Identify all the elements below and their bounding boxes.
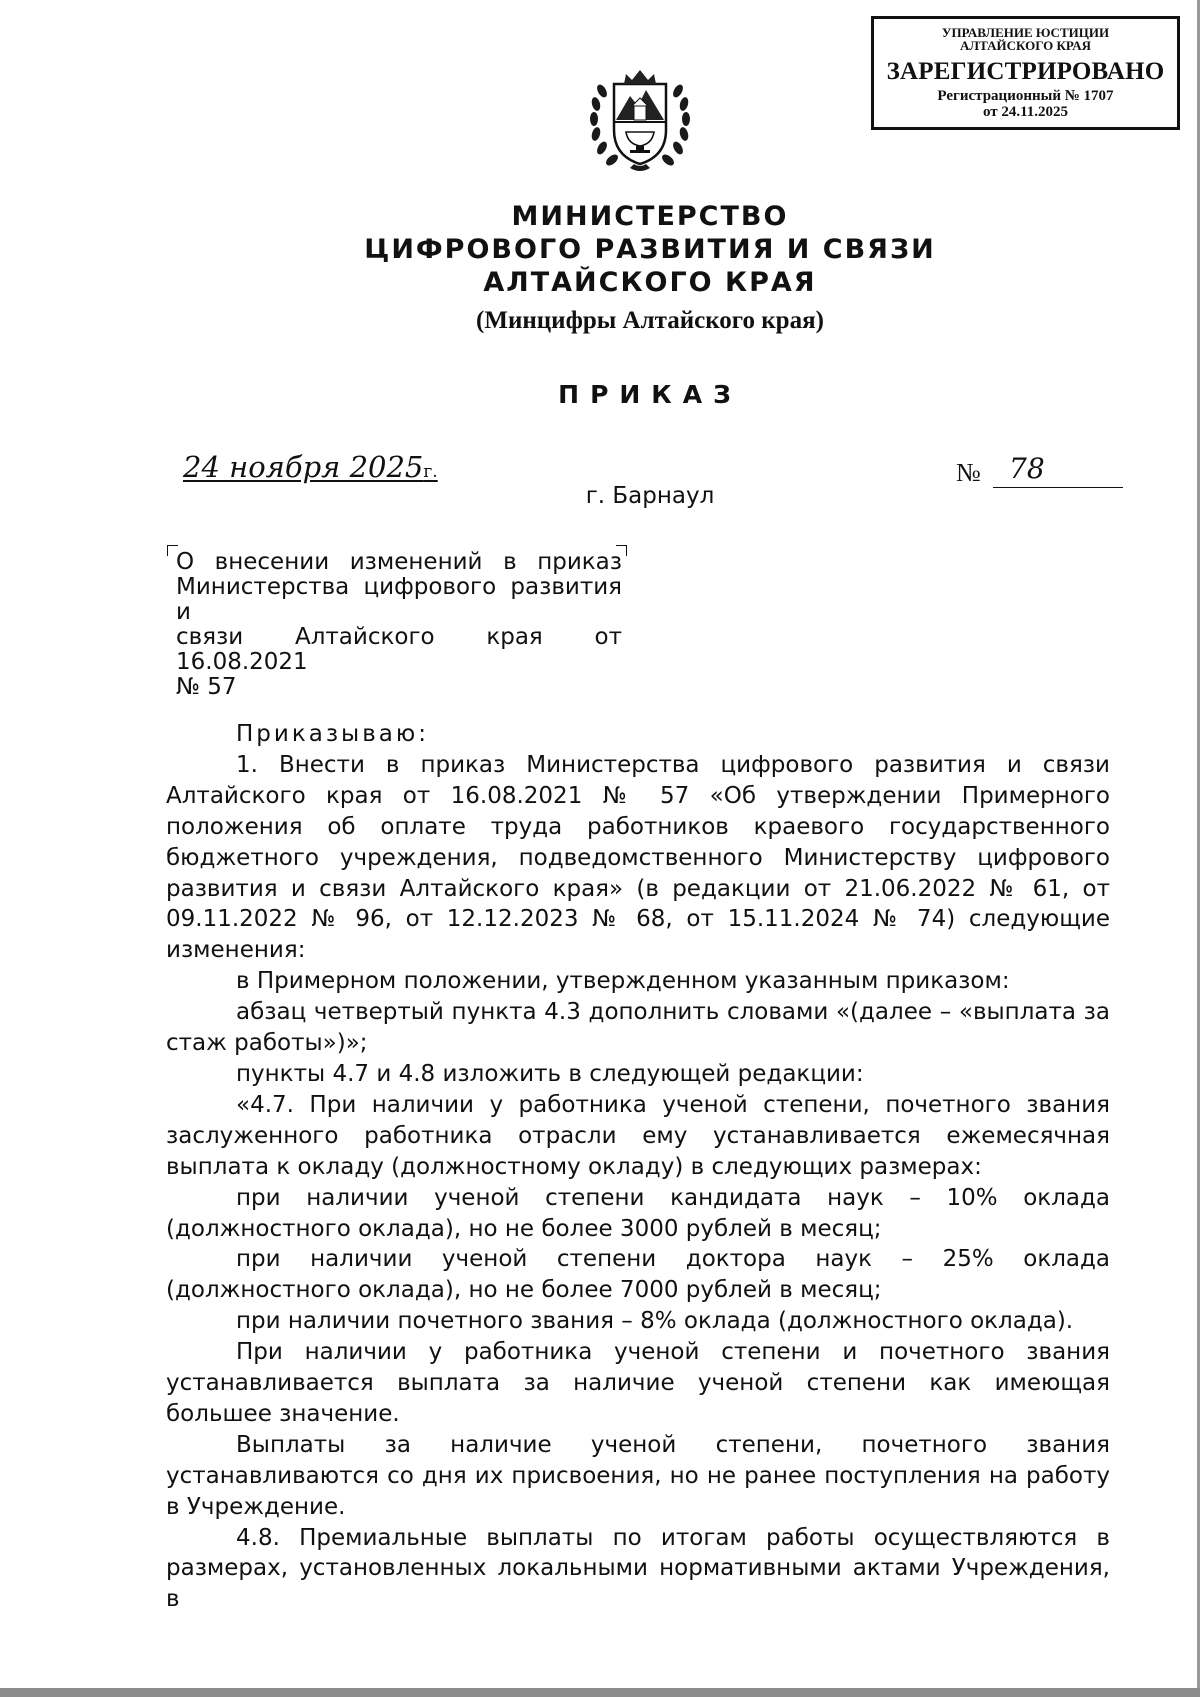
city: г. Барнаул	[585, 483, 715, 509]
paragraph-3: абзац четвертый пункта 4.3 дополнить словами «(далее – «выплата за стаж работы»)»;	[166, 999, 1110, 1057]
registration-stamp	[871, 16, 1180, 130]
paragraph-5: «4.7. При наличии у работника ученой степени, почетного звания заслуженного работника отрасли ему устанавливается ежемесячная выплата к окладу (должностному окладу) в следующих размерах:	[166, 1091, 1110, 1180]
stamp-reg-number: Регистрационный № 1707	[937, 88, 1114, 104]
ministry-line-2: ЦИФРОВОГО РАЗВИТИЯ И СВЯЗИ	[364, 234, 936, 265]
paragraph-8: при наличии почетного звания – 8% оклада (должностного оклада).	[236, 1308, 1074, 1335]
ministry-abbreviation: (Минцифры Алтайского края)	[476, 307, 824, 334]
number-sign: №	[956, 458, 981, 487]
stamp-org-line2: АЛТАЙСКОГО КРАЯ	[960, 38, 1091, 53]
order-body	[166, 719, 1110, 1615]
paragraph-1: 1. Внести в приказ Министерства цифрового развития и связи Алтайского края от 16.08.2021 № 57 «Об утверждении Примерного положения об оплате труда работников краевого государственного бюджетного учреждения, подведомственного Министерству цифрового развития и связи Алтайского края» (в редакции от 21.06.2022 № 61, от 09.11.2022 № 96, от 12.12.2023 № 68, от 15.11.2024 № 74) следующие изменения:	[166, 751, 1110, 964]
date-suffix: г.	[423, 462, 438, 482]
paragraph-2: в Примерном положении, утвержденном указанным приказом:	[236, 968, 1010, 995]
subject-line-2: Министерства цифрового развития и	[176, 574, 622, 625]
paragraph-9: При наличии у работника ученой степени и почетного звания устанавливается выплата за наличие ученой степени как имеющая большее значение.	[166, 1339, 1110, 1427]
paragraph-10: Выплаты за наличие ученой степени, почетного звания устанавливаются со дня их присвоения, но не ранее поступления на работу в Учреждение.	[166, 1431, 1110, 1520]
scan-edge-bottom	[0, 1688, 1200, 1697]
document-type-title: ПРИКАЗ	[558, 380, 742, 409]
paragraph-7: при наличии ученой степени доктора наук – 25% оклада (должностного оклада), но не более 7000 рублей в месяц;	[166, 1246, 1110, 1304]
ministry-line-3: АЛТАЙСКОГО КРАЯ	[483, 267, 817, 298]
subject-line-4: № 57	[176, 674, 237, 700]
ministry-name	[0, 200, 1200, 299]
paragraph-11: 4.8. Премиальные выплаты по итогам работы осуществляются в размерах, установленных локальными нормативными актами Учреждения, в	[166, 1524, 1110, 1613]
handwritten-date	[183, 450, 438, 484]
stamp-org-line1: УПРАВЛЕНИЕ ЮСТИЦИИ	[941, 25, 1110, 40]
order-subject	[176, 550, 622, 700]
stamp-status: ЗАРЕГИСТРИРОВАНО	[886, 58, 1165, 85]
stamp-reg-date: от 24.11.2025	[982, 104, 1069, 120]
subject-line-3: связи Алтайского края от 16.08.2021	[176, 624, 622, 675]
order-number: 78	[993, 452, 1123, 488]
ministry-line-1: МИНИСТЕРСТВО	[511, 201, 789, 232]
coat-of-arms-icon	[580, 60, 700, 180]
paragraph-4: пункты 4.7 и 4.8 изложить в следующей редакции:	[236, 1060, 864, 1087]
paragraph-6: при наличии ученой степени кандидата наук – 10% оклада (должностного оклада), но не более 3000 рублей в месяц;	[166, 1184, 1110, 1242]
order-word: Приказываю:	[236, 721, 429, 747]
date-value: 24 ноября 2025	[183, 450, 424, 484]
subject-line-1: О внесении изменений в приказ	[176, 549, 622, 575]
